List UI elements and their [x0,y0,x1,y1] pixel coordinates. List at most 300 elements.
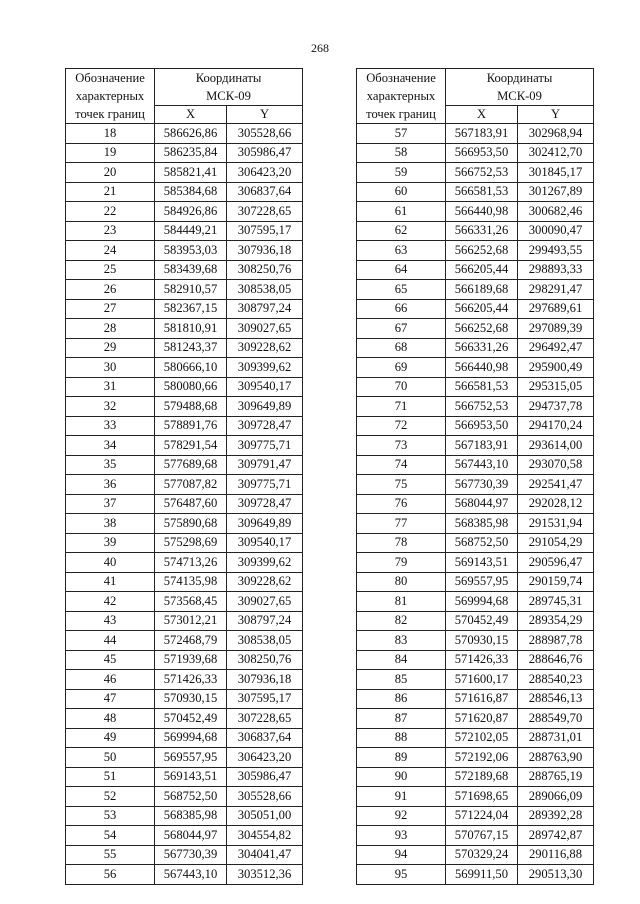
point-number-cell: 62 [357,221,446,241]
table-row [357,572,594,592]
point-number-cell: 58 [357,143,446,163]
table-row [357,728,594,748]
table-row [66,221,303,241]
header-designation-line: точек границ [75,107,145,121]
x-coordinate-cell: 566440,98 [446,358,518,378]
table-row [357,865,594,885]
x-coordinate-cell: 570930,15 [155,689,227,709]
x-coordinate-cell: 585384,68 [155,182,227,202]
table-row [357,221,594,241]
table-row [357,592,594,612]
x-coordinate-cell: 578891,76 [155,416,227,436]
point-number-cell: 55 [66,845,155,865]
y-coordinate-cell: 309228,62 [227,572,303,592]
y-coordinate-cell: 307228,65 [227,202,303,222]
x-coordinate-cell: 566440,98 [446,202,518,222]
y-coordinate-cell: 295315,05 [518,377,594,397]
table-row [66,611,303,631]
y-coordinate-cell: 308250,76 [227,260,303,280]
x-coordinate-cell: 571600,17 [446,670,518,690]
table-body-left [66,124,303,885]
point-number-cell: 63 [357,241,446,261]
table-row [66,709,303,729]
y-coordinate-cell: 297689,61 [518,299,594,319]
x-coordinate-cell: 574135,98 [155,572,227,592]
x-coordinate-cell: 570452,49 [155,709,227,729]
table-row [66,514,303,534]
point-number-cell: 43 [66,611,155,631]
y-coordinate-cell: 309728,47 [227,416,303,436]
table-row [66,280,303,300]
coordinates-table-left [65,68,303,885]
table-row [357,377,594,397]
point-number-cell: 87 [357,709,446,729]
table-row [357,124,594,144]
table-row [66,767,303,787]
x-coordinate-cell: 581810,91 [155,319,227,339]
table-row [357,143,594,163]
x-coordinate-cell: 571616,87 [446,689,518,709]
point-number-cell: 73 [357,436,446,456]
table-row [66,241,303,261]
table-row [357,182,594,202]
table-row [357,631,594,651]
x-coordinate-cell: 571620,87 [446,709,518,729]
y-coordinate-cell: 307936,18 [227,670,303,690]
x-coordinate-cell: 582910,57 [155,280,227,300]
x-coordinate-cell: 576487,60 [155,494,227,514]
point-number-cell: 29 [66,338,155,358]
table-row [357,280,594,300]
y-coordinate-cell: 309540,17 [227,377,303,397]
table-row [66,533,303,553]
x-coordinate-cell: 568385,98 [155,806,227,826]
point-number-cell: 79 [357,553,446,573]
table-row [66,826,303,846]
x-coordinate-cell: 570930,15 [446,631,518,651]
header-designation [66,69,155,124]
table-row [66,494,303,514]
point-number-cell: 89 [357,748,446,768]
point-number-cell: 88 [357,728,446,748]
x-coordinate-cell: 583439,68 [155,260,227,280]
point-number-cell: 30 [66,358,155,378]
y-coordinate-cell: 305528,66 [227,124,303,144]
point-number-cell: 28 [66,319,155,339]
y-coordinate-cell: 309775,71 [227,475,303,495]
y-coordinate-cell: 309775,71 [227,436,303,456]
x-coordinate-cell: 572192,06 [446,748,518,768]
y-coordinate-cell: 309399,62 [227,358,303,378]
point-number-cell: 18 [66,124,155,144]
x-coordinate-cell: 569557,95 [446,572,518,592]
point-number-cell: 46 [66,670,155,690]
x-coordinate-cell: 566752,53 [446,163,518,183]
x-coordinate-cell: 575890,68 [155,514,227,534]
y-coordinate-cell: 309027,65 [227,592,303,612]
header-coordinates [155,69,303,106]
table-row [66,572,303,592]
header-x: X [155,106,227,124]
y-coordinate-cell: 288987,78 [518,631,594,651]
y-coordinate-cell: 304041,47 [227,845,303,865]
point-number-cell: 42 [66,592,155,612]
point-number-cell: 74 [357,455,446,475]
y-coordinate-cell: 290116,88 [518,845,594,865]
point-number-cell: 82 [357,611,446,631]
point-number-cell: 22 [66,202,155,222]
point-number-cell: 93 [357,826,446,846]
point-number-cell: 83 [357,631,446,651]
y-coordinate-cell: 288540,23 [518,670,594,690]
x-coordinate-cell: 569557,95 [155,748,227,768]
x-coordinate-cell: 566189,68 [446,280,518,300]
x-coordinate-cell: 571939,68 [155,650,227,670]
y-coordinate-cell: 309649,89 [227,514,303,534]
point-number-cell: 26 [66,280,155,300]
x-coordinate-cell: 579488,68 [155,397,227,417]
header-designation-line: характерных [75,89,145,103]
table-row [357,670,594,690]
point-number-cell: 45 [66,650,155,670]
point-number-cell: 66 [357,299,446,319]
table-row [66,358,303,378]
table-row [66,475,303,495]
table-row [66,806,303,826]
coordinates-table-right [356,68,594,885]
x-coordinate-cell: 567183,91 [446,436,518,456]
point-number-cell: 84 [357,650,446,670]
point-number-cell: 52 [66,787,155,807]
y-coordinate-cell: 290596,47 [518,553,594,573]
x-coordinate-cell: 573568,45 [155,592,227,612]
x-coordinate-cell: 572468,79 [155,631,227,651]
table-row [66,728,303,748]
x-coordinate-cell: 585821,41 [155,163,227,183]
table-row [66,377,303,397]
point-number-cell: 75 [357,475,446,495]
point-number-cell: 37 [66,494,155,514]
x-coordinate-cell: 584926,86 [155,202,227,222]
y-coordinate-cell: 306423,20 [227,748,303,768]
x-coordinate-cell: 577689,68 [155,455,227,475]
y-coordinate-cell: 309649,89 [227,397,303,417]
header-coordinates-line: МСК-09 [206,89,251,103]
table-row [357,806,594,826]
y-coordinate-cell: 302412,70 [518,143,594,163]
table-row [66,650,303,670]
x-coordinate-cell: 568752,50 [155,787,227,807]
y-coordinate-cell: 308538,05 [227,280,303,300]
table-row [357,455,594,475]
point-number-cell: 90 [357,767,446,787]
table-row [66,202,303,222]
point-number-cell: 49 [66,728,155,748]
point-number-cell: 27 [66,299,155,319]
table-row [357,767,594,787]
table-row [357,709,594,729]
x-coordinate-cell: 583953,03 [155,241,227,261]
header-coordinates-line: Координаты [486,71,553,85]
table-row [66,163,303,183]
point-number-cell: 39 [66,533,155,553]
table-row [357,787,594,807]
table-row [357,845,594,865]
y-coordinate-cell: 309399,62 [227,553,303,573]
y-coordinate-cell: 291054,29 [518,533,594,553]
point-number-cell: 24 [66,241,155,261]
x-coordinate-cell: 566331,26 [446,221,518,241]
x-coordinate-cell: 567730,39 [446,475,518,495]
x-coordinate-cell: 568752,50 [446,533,518,553]
table-row [357,553,594,573]
point-number-cell: 51 [66,767,155,787]
x-coordinate-cell: 580080,66 [155,377,227,397]
x-coordinate-cell: 571426,33 [446,650,518,670]
table-row [357,650,594,670]
y-coordinate-cell: 296492,47 [518,338,594,358]
table-row [66,299,303,319]
x-coordinate-cell: 586626,86 [155,124,227,144]
y-coordinate-cell: 301845,17 [518,163,594,183]
point-number-cell: 40 [66,553,155,573]
point-number-cell: 65 [357,280,446,300]
x-coordinate-cell: 571426,33 [155,670,227,690]
point-number-cell: 57 [357,124,446,144]
point-number-cell: 68 [357,338,446,358]
point-number-cell: 34 [66,436,155,456]
y-coordinate-cell: 297089,39 [518,319,594,339]
y-coordinate-cell: 305051,00 [227,806,303,826]
y-coordinate-cell: 308797,24 [227,611,303,631]
y-coordinate-cell: 298893,33 [518,260,594,280]
y-coordinate-cell: 298291,47 [518,280,594,300]
y-coordinate-cell: 292028,12 [518,494,594,514]
table-row [66,787,303,807]
point-number-cell: 76 [357,494,446,514]
x-coordinate-cell: 574713,26 [155,553,227,573]
x-coordinate-cell: 573012,21 [155,611,227,631]
point-number-cell: 20 [66,163,155,183]
y-coordinate-cell: 289354,29 [518,611,594,631]
y-coordinate-cell: 305986,47 [227,767,303,787]
x-coordinate-cell: 581243,37 [155,338,227,358]
point-number-cell: 53 [66,806,155,826]
x-coordinate-cell: 566331,26 [446,338,518,358]
point-number-cell: 60 [357,182,446,202]
point-number-cell: 19 [66,143,155,163]
point-number-cell: 36 [66,475,155,495]
x-coordinate-cell: 584449,21 [155,221,227,241]
point-number-cell: 80 [357,572,446,592]
x-coordinate-cell: 575298,69 [155,533,227,553]
table-row [66,143,303,163]
x-coordinate-cell: 572189,68 [446,767,518,787]
table-row [357,241,594,261]
table-row [357,397,594,417]
x-coordinate-cell: 586235,84 [155,143,227,163]
point-number-cell: 72 [357,416,446,436]
table-row [357,260,594,280]
point-number-cell: 85 [357,670,446,690]
point-number-cell: 32 [66,397,155,417]
table-row [66,748,303,768]
y-coordinate-cell: 300682,46 [518,202,594,222]
y-coordinate-cell: 288765,19 [518,767,594,787]
x-coordinate-cell: 566752,53 [446,397,518,417]
y-coordinate-cell: 302968,94 [518,124,594,144]
y-coordinate-cell: 289066,09 [518,787,594,807]
y-coordinate-cell: 295900,49 [518,358,594,378]
y-coordinate-cell: 300090,47 [518,221,594,241]
header-designation-line: Обозначение [366,71,436,85]
header-y: Y [227,106,303,124]
point-number-cell: 47 [66,689,155,709]
point-number-cell: 69 [357,358,446,378]
header-designation [357,69,446,124]
table-row [357,202,594,222]
point-number-cell: 31 [66,377,155,397]
x-coordinate-cell: 571698,65 [446,787,518,807]
x-coordinate-cell: 566953,50 [446,416,518,436]
point-number-cell: 44 [66,631,155,651]
table-row [357,611,594,631]
x-coordinate-cell: 569143,51 [155,767,227,787]
x-coordinate-cell: 569994,68 [155,728,227,748]
point-number-cell: 56 [66,865,155,885]
header-x: X [446,106,518,124]
point-number-cell: 77 [357,514,446,534]
page-number: 268 [311,41,329,55]
point-number-cell: 21 [66,182,155,202]
point-number-cell: 67 [357,319,446,339]
table-row [357,748,594,768]
point-number-cell: 94 [357,845,446,865]
table-row [66,338,303,358]
y-coordinate-cell: 307595,17 [227,689,303,709]
table-row [66,397,303,417]
point-number-cell: 38 [66,514,155,534]
header-designation-line: характерных [366,89,436,103]
x-coordinate-cell: 578291,54 [155,436,227,456]
y-coordinate-cell: 288646,76 [518,650,594,670]
table-body-right [357,124,594,885]
y-coordinate-cell: 294170,24 [518,416,594,436]
table-row [357,826,594,846]
x-coordinate-cell: 568044,97 [155,826,227,846]
y-coordinate-cell: 303512,36 [227,865,303,885]
table-row [357,299,594,319]
y-coordinate-cell: 289742,87 [518,826,594,846]
y-coordinate-cell: 305986,47 [227,143,303,163]
point-number-cell: 78 [357,533,446,553]
point-number-cell: 64 [357,260,446,280]
point-number-cell: 91 [357,787,446,807]
x-coordinate-cell: 580666,10 [155,358,227,378]
table-row [66,631,303,651]
x-coordinate-cell: 567443,10 [155,865,227,885]
y-coordinate-cell: 291531,94 [518,514,594,534]
table-row [66,416,303,436]
point-number-cell: 70 [357,377,446,397]
point-number-cell: 61 [357,202,446,222]
x-coordinate-cell: 570452,49 [446,611,518,631]
x-coordinate-cell: 572102,05 [446,728,518,748]
table-row [66,124,303,144]
y-coordinate-cell: 308797,24 [227,299,303,319]
table-row [357,514,594,534]
table-row [357,689,594,709]
y-coordinate-cell: 309791,47 [227,455,303,475]
point-number-cell: 41 [66,572,155,592]
table-row [66,592,303,612]
x-coordinate-cell: 570767,15 [446,826,518,846]
y-coordinate-cell: 293614,00 [518,436,594,456]
y-coordinate-cell: 306837,64 [227,728,303,748]
point-number-cell: 59 [357,163,446,183]
y-coordinate-cell: 288731,01 [518,728,594,748]
x-coordinate-cell: 566953,50 [446,143,518,163]
x-coordinate-cell: 566252,68 [446,319,518,339]
y-coordinate-cell: 288546,13 [518,689,594,709]
table-row [357,436,594,456]
point-number-cell: 35 [66,455,155,475]
y-coordinate-cell: 308538,05 [227,631,303,651]
table-row [66,455,303,475]
y-coordinate-cell: 306423,20 [227,163,303,183]
point-number-cell: 54 [66,826,155,846]
y-coordinate-cell: 308250,76 [227,650,303,670]
table-row [66,845,303,865]
x-coordinate-cell: 566581,53 [446,182,518,202]
y-coordinate-cell: 309228,62 [227,338,303,358]
table-row [357,475,594,495]
header-y: Y [518,106,594,124]
x-coordinate-cell: 571224,04 [446,806,518,826]
x-coordinate-cell: 566205,44 [446,260,518,280]
x-coordinate-cell: 582367,15 [155,299,227,319]
x-coordinate-cell: 567443,10 [446,455,518,475]
x-coordinate-cell: 569911,50 [446,865,518,885]
point-number-cell: 50 [66,748,155,768]
point-number-cell: 48 [66,709,155,729]
header-designation-line: Обозначение [75,71,145,85]
table-row [66,260,303,280]
header-coordinates [446,69,594,106]
y-coordinate-cell: 290159,74 [518,572,594,592]
x-coordinate-cell: 569143,51 [446,553,518,573]
table-row [357,533,594,553]
x-coordinate-cell: 566581,53 [446,377,518,397]
point-number-cell: 86 [357,689,446,709]
y-coordinate-cell: 294737,78 [518,397,594,417]
table-row [66,553,303,573]
y-coordinate-cell: 306837,64 [227,182,303,202]
table-row [66,865,303,885]
y-coordinate-cell: 304554,82 [227,826,303,846]
table-row [66,670,303,690]
table-row [66,689,303,709]
x-coordinate-cell: 577087,82 [155,475,227,495]
y-coordinate-cell: 305528,66 [227,787,303,807]
point-number-cell: 92 [357,806,446,826]
table-row [357,338,594,358]
header-designation-line: точек границ [366,107,436,121]
point-number-cell: 81 [357,592,446,612]
x-coordinate-cell: 567730,39 [155,845,227,865]
y-coordinate-cell: 288549,70 [518,709,594,729]
point-number-cell: 33 [66,416,155,436]
